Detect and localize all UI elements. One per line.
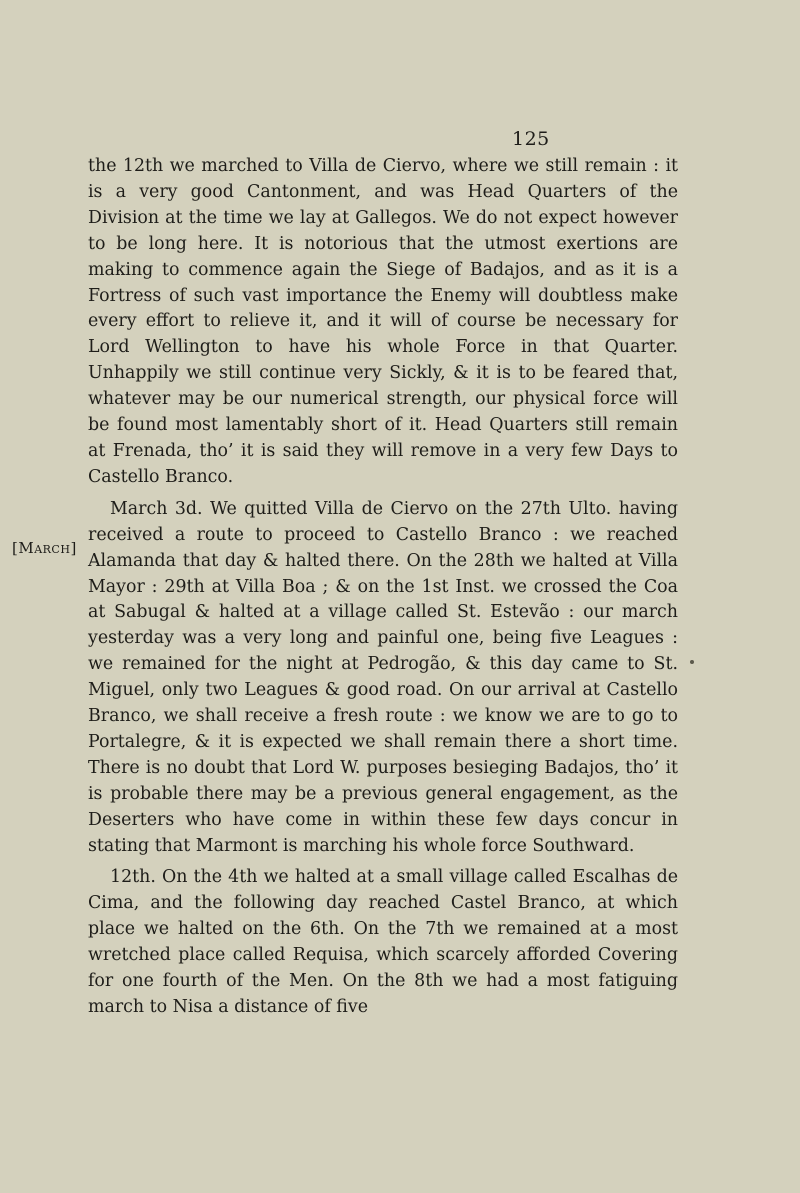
- paragraph-1: the 12th we marched to Villa de Ciervo, where we still remain : it is a very good Cantonment, and was Head Quarters of the Division at the time we lay at Gallegos. We do not expect however to be long here. It is notorious that the utmost exertions are making to commence again the Siege of Badajos, and as it is a Fortress of such vast importance the Enemy will doubtless make every effort to relieve it, and it will of course be necessary for Lord Wellington to have his whole Force in that Quarter. Unhappily we still continue very Sickly, & it is to be feared that, whatever may be our numerical strength, our physical force will be found most lamentably short of it. Head Quarters still remain at Frenada, tho’ it is said they will remove in a very few Days to Castello Branco.: [88, 156, 678, 487]
- page-number: 125: [512, 128, 550, 150]
- paragraph-2: March 3d. We quitted Villa de Ciervo on the 27th Ulto. having received a route to proceed to Castello Branco : we reached Alamanda that day & halted there. On the 28th we halted at Villa Mayor : 29th at Villa Boa ; & on the 1st Inst. we crossed the Coa at Sabugal & halted at a village called St. Estevão : our march yesterday was a very long and painful one, being five Leagues : we remained for the night at Pedrogão, & this day came to St. Miguel, only two Leagues & good road. On our arrival at Castello Branco, we shall receive a fresh route : we know we are to go to Portalegre, & it is expected we shall remain there a short time. There is no doubt that Lord W. purposes besieging Badajos, tho’ it is probable there may be a previous general engagement, as the Deserters who have come in within these few days concur in stating that Marmont is marching his whole force Southward.: [88, 498, 678, 856]
- paragraph-3: 12th. On the 4th we halted at a small village called Escalhas de Cima, and the following day reached Castel Branco, at which place we halted on the 6th. On the 7th we remained at a most wretched place called Requisa, which scarcely afforded Covering for one fourth of the Men. On the 8th we had a most fatiguing march to Nisa a distance of five: [88, 867, 678, 1017]
- margin-note-march: [March]: [12, 539, 77, 557]
- text-block: [88, 154, 678, 1021]
- ink-speck: [690, 660, 694, 664]
